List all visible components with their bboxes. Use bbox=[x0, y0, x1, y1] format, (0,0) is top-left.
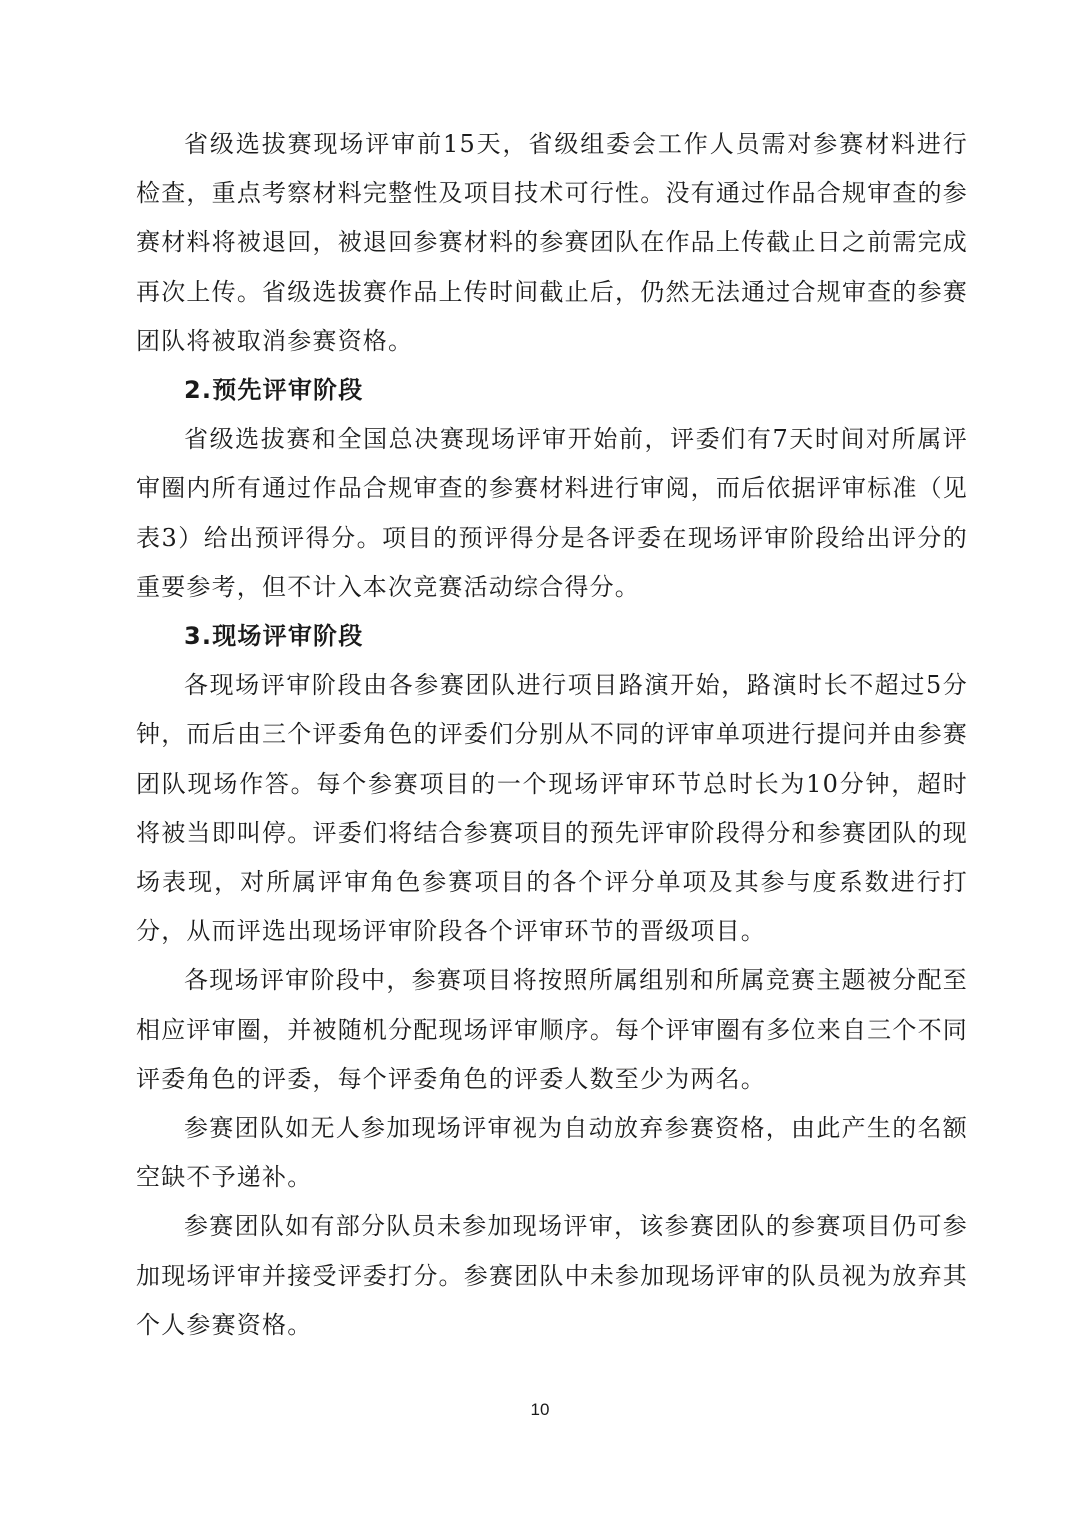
paragraph-review-circle: 各现场评审阶段中，参赛项目将按照所属组别和所属竞赛主题被分配至相应评审圈，并被随机分配现场评审顺序。每个评审圈有多位来自三个不同评委角色的评委，每个评委角色的评委人数至少为两名。 bbox=[136, 966, 968, 1093]
paragraph-pre-review: 省级选拔赛和全国总决赛现场评审开始前，评委们有7天时间对所属评审圈内所有通过作品合规审查的参赛材料进行审阅，而后依据评审标准（见表3）给出预评得分。项目的预评得分是各评委在现场评审阶段给出评分的重要参考，但不计入本次竞赛活动综合得分。 bbox=[136, 425, 968, 601]
paragraph-partial-attendance: 参赛团队如有部分队员未参加现场评审，该参赛团队的参赛项目仍可参加现场评审并接受评委打分。参赛团队中未参加现场评审的队员视为放弃其个人参赛资格。 bbox=[136, 1212, 968, 1339]
section-heading-onsite-review: 3.现场评审阶段 bbox=[184, 622, 364, 651]
section-heading-pre-review: 2.预先评审阶段 bbox=[184, 376, 364, 405]
page-number: 10 bbox=[530, 1400, 550, 1419]
paragraph-compliance-check: 省级选拔赛现场评审前15天，省级组委会工作人员需对参赛材料进行检查，重点考察材料完整性及项目技术可行性。没有通过作品合规审查的参赛材料将被退回，被退回参赛材料的参赛团队在作品上传截止日之前需完成再次上传。省级选拔赛作品上传时间截止后，仍然无法通过合规审查的参赛团队将被取消参赛资格。 bbox=[136, 130, 968, 355]
document-body bbox=[136, 120, 968, 1350]
paragraph-onsite-review: 各现场评审阶段由各参赛团队进行项目路演开始，路演时长不超过5分钟，而后由三个评委角色的评委们分别从不同的评审单项进行提问并由参赛团队现场作答。每个参赛项目的一个现场评审环节总时长为10分钟，超时将被当即叫停。评委们将结合参赛项目的预先评审阶段得分和参赛团队的现场表现，对所属评审角色参赛项目的各个评分单项及其参与度系数进行打分，从而评选出现场评审阶段各个评审环节的晋级项目。 bbox=[136, 671, 968, 946]
paragraph-absence-forfeit: 参赛团队如无人参加现场评审视为自动放弃参赛资格，由此产生的名额空缺不予递补。 bbox=[136, 1114, 968, 1192]
